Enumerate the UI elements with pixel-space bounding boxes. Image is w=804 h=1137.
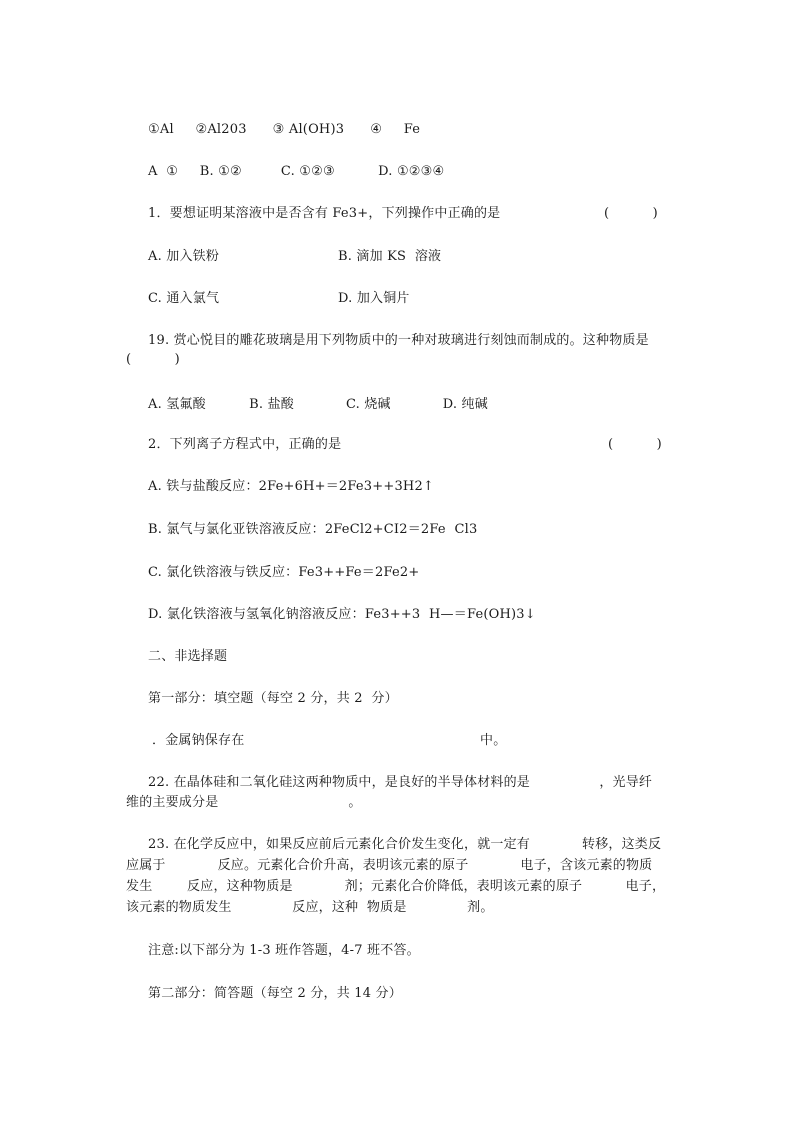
question-22-line-1: 22. 在晶体硅和二氧化硅这两种物质中，是良好的半导体材料的是 ，光导纤	[148, 775, 653, 790]
question-1-text: 1．要想证明某溶液中是否含有 Fe3+，下列操作中正确的是	[148, 206, 501, 221]
question-2-option-d: D. 氯化铁溶液与氢氧化钠溶液反应：Fe3++3 H—＝Fe(OH)3↓	[148, 607, 536, 622]
question-2-answer-blank: ( )	[608, 437, 662, 452]
part-one-heading: 第一部分：填空题（每空 2 分，共 2 分）	[148, 691, 398, 706]
question-19-answer-blank: ( )	[126, 352, 180, 367]
question-23-line-1: 23. 在化学反应中，如果反应前后元素化合价发生变化，就一定有 转移，这类反	[148, 837, 662, 852]
question-23-line-3: 发生 反应，这种物质是 剂；元素化合价降低，表明该元素的原子 电子，	[126, 879, 666, 894]
question-1-option-a: A. 加入铁粉	[148, 249, 220, 264]
question-23-line-2: 应属于 反应。元素化合价升高，表明该元素的原子 电子，含该元素的物质	[126, 858, 653, 873]
question-22-line-2: 维的主要成分是 。	[126, 795, 362, 810]
question-2-option-a: A. 铁与盐酸反应：2Fe+6H+＝2Fe3++3H2↑	[148, 479, 435, 494]
question-23-line-4: 该元素的物质发生 反应，这种 物质是 剂。	[126, 900, 494, 915]
part-two-heading: 第二部分：简答题（每空 2 分，共 14 分）	[148, 986, 402, 1001]
fill-in-sodium-storage-end: 中。	[480, 733, 507, 748]
question-1-answer-blank: ( )	[604, 206, 658, 221]
question-2-option-b: B. 氯气与氯化亚铁溶液反应：2FeCl2+CI2＝2Fe Cl3	[148, 522, 478, 537]
answer-choices-line: A ① B. ①② C. ①②③ D. ①②③④	[148, 164, 445, 179]
question-1-option-c: C. 通入氯气	[148, 291, 220, 306]
note-text: 注意:以下部分为 1-3 班作答题，4-7 班不答。	[148, 943, 420, 958]
options-list-substances: ①Al ②Al203 ③ Al(OH)3 ④ Fe	[148, 122, 421, 137]
question-1-option-b: B. 滴加 KS 溶液	[338, 249, 442, 264]
question-19-options: A. 氢氟酸 B. 盐酸 C. 烧碱 D. 纯碱	[148, 397, 488, 412]
fill-in-sodium-storage: ．金属钠保存在	[152, 733, 245, 748]
question-2-text: 2．下列离子方程式中，正确的是	[148, 437, 342, 452]
question-19-text: 19. 赏心悦目的雕花玻璃是用下列物质中的一种对玻璃进行刻蚀而制成的。这种物质是	[148, 333, 649, 348]
question-1-option-d: D. 加入铜片	[338, 291, 410, 306]
section-heading: 二、非选择题	[148, 649, 228, 664]
question-2-option-c: C. 氯化铁溶液与铁反应：Fe3++Fe＝2Fe2+	[148, 565, 420, 580]
